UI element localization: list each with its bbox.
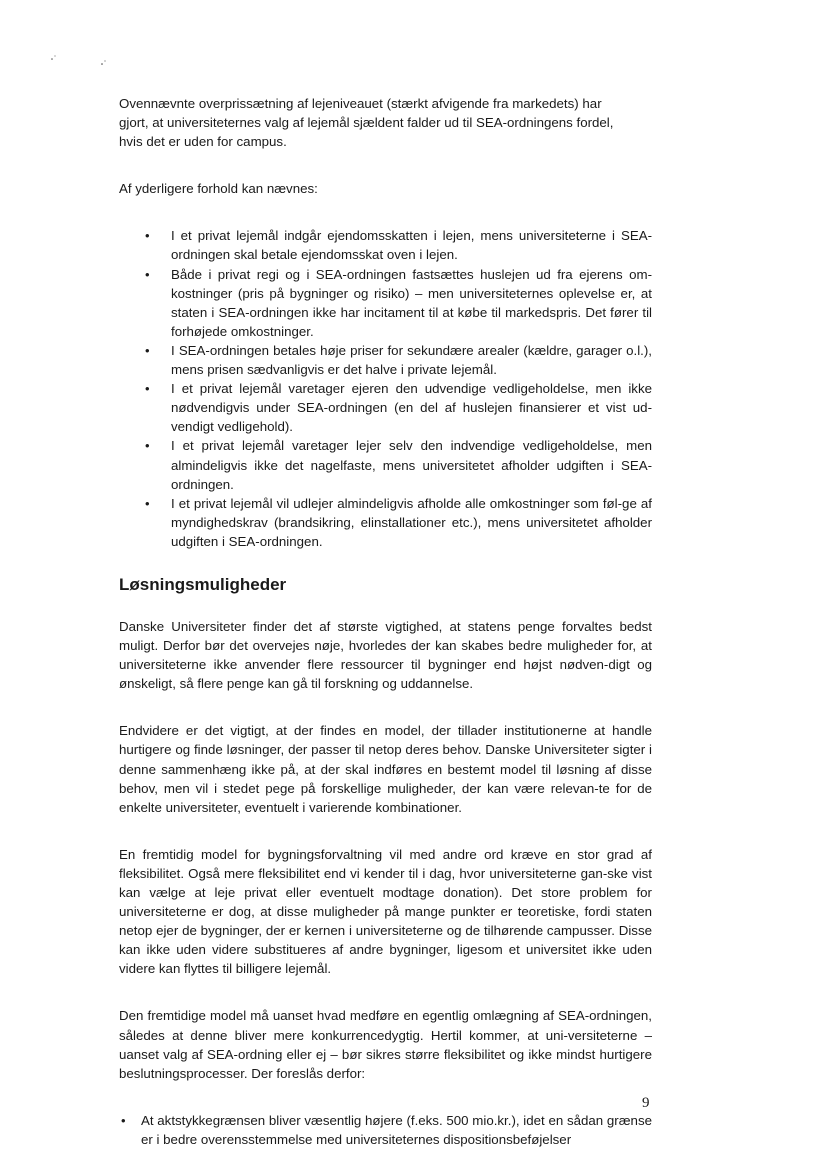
list-item: • Både i privat regi og i SEA-ordningen fastsættes huslejen ud fra ejerens om-kostninger (pris på bygninger og risiko) – men universiteternes oplevelse er, at staten i SEA-ordningen ikke har incitament til at købe til markedspris. Det fører til forhøjede omkostninger.: [145, 266, 652, 339]
list-item: • I et privat lejemål varetager ejeren den udvendige vedligeholdelse, men ikke nødvendigvis under SEA-ordningen (en del af huslejen finansierer et vist ud-vendigt vedligehold).: [145, 381, 652, 435]
body-paragraph: Den fremtidige model må uanset hvad medføre en egentlig omlægning af SEA-ordningen, således at denne bliver mere konkurrencedygtig. Hertil kommer, at uni-versiteterne – uanset valg af SEA-ordning eller ej – bør sikres større fleksibilitet og ikke mindst hurtigere beslutningsprocesser. Der foreslås derfor:: [119, 1008, 652, 1081]
body-paragraph: En fremtidig model for bygningsforvaltning vil med andre ord kræve en stor grad af fleksibilitet. Også mere fleksibilitet end vi kender til i dag, hvor universiteterne gan-ske vist kan vælge at leje privat eller eventuelt modtage donation). Det store problem for universiteterne er dog, at disse muligheder på mange punkter er teoretiske, fordi staten netop ejer de bygninger, der er kernen i universiteterne og de tilhørende campusser. Disse kan ikke uden videre substitueres af andre bygninger, ligesom et universitet ikke uden videre kan flyttes til billigere lejemål.: [119, 846, 652, 977]
section-heading: Løsningsmuligheder: [119, 574, 287, 594]
intro-line: gjort, at universiteternes valg af lejemål sjældent falder ud til SEA-ordningens fordel,: [119, 115, 614, 131]
bullet-glyph: •: [145, 381, 150, 397]
body-paragraph: Endvidere er det vigtigt, at der findes en model, der tillader institutionerne at handle hurtigere og finde løsninger, der passer til netop deres behov. Danske Universiteter sigter i denne sammenhæng ikke på, at der skal indføres en bestemt model til løsning af disse behov, men vil i stedet pege på forskellige muligheder, der kan være relevan-te for de enkelte universiteter, eventuelt i varierende kombinationer.: [119, 723, 652, 815]
intro-paragraph: [119, 94, 652, 151]
bullet-glyph: •: [121, 1112, 126, 1128]
document-body: [119, 94, 652, 1149]
list-item: • I et privat lejemål indgår ejendomsskatten i lejen, mens universiteterne i SEA-ordningen skal betale ejendomsskat oven i lejen.: [145, 228, 652, 263]
body-paragraph: Danske Universiteter finder det af største vigtighed, at statens penge forvaltes bedst muligt. Derfor bør det overvejes nøje, hvorledes der kan skabes bedre muligheder for, at universiteterne ikke anvender flere ressourcer til bygninger end højst nødven-digt og ønskeligt, så flere penge kan gå til forskning og uddannelse.: [119, 618, 652, 692]
list-item: • I et privat lejemål varetager lejer selv den indvendige vedligeholdelse, men almindeligvis ikke det nagelfaste, mens universitetet afholder udgiften i SEA-ordningen.: [145, 438, 652, 492]
bullet-glyph: •: [145, 438, 150, 454]
intro-line: Ovennævnte overprissætning af lejeniveauet (stærkt afvigende fra markedets) har: [119, 96, 602, 111]
bullet-glyph: •: [145, 228, 150, 244]
bullet-glyph: •: [145, 266, 150, 282]
intro-line: hvis det er uden for campus.: [119, 134, 287, 150]
list-item: • At aktstykkegrænsen bliver væsentlig højere (f.eks. 500 mio.kr.), idet en sådan grænse er i bedre overensstemmelse med universiteternes dispositionsbeføjelser: [121, 1112, 652, 1147]
proposals-list: [119, 1111, 652, 1149]
bullet-glyph: •: [145, 495, 150, 511]
page-number: 9: [642, 1095, 650, 1111]
conditions-list: [119, 226, 652, 551]
list-item: • I et privat lejemål vil udlejer almindeligvis afholde alle omkostninger som føl-ge af myndighedskrav (brandsikring, elinstallationer etc.), mens universitetet afholder udgiften i SEA-ordningen.: [145, 495, 652, 549]
further-conditions-intro: Af yderligere forhold kan nævnes:: [119, 181, 318, 197]
list-item: • I SEA-ordningen betales høje priser for sekundære arealer (kældre, garager o.l.), mens prisen sædvanligvis er det halve i private lejemål.: [145, 342, 652, 378]
bullet-glyph: •: [145, 342, 150, 358]
